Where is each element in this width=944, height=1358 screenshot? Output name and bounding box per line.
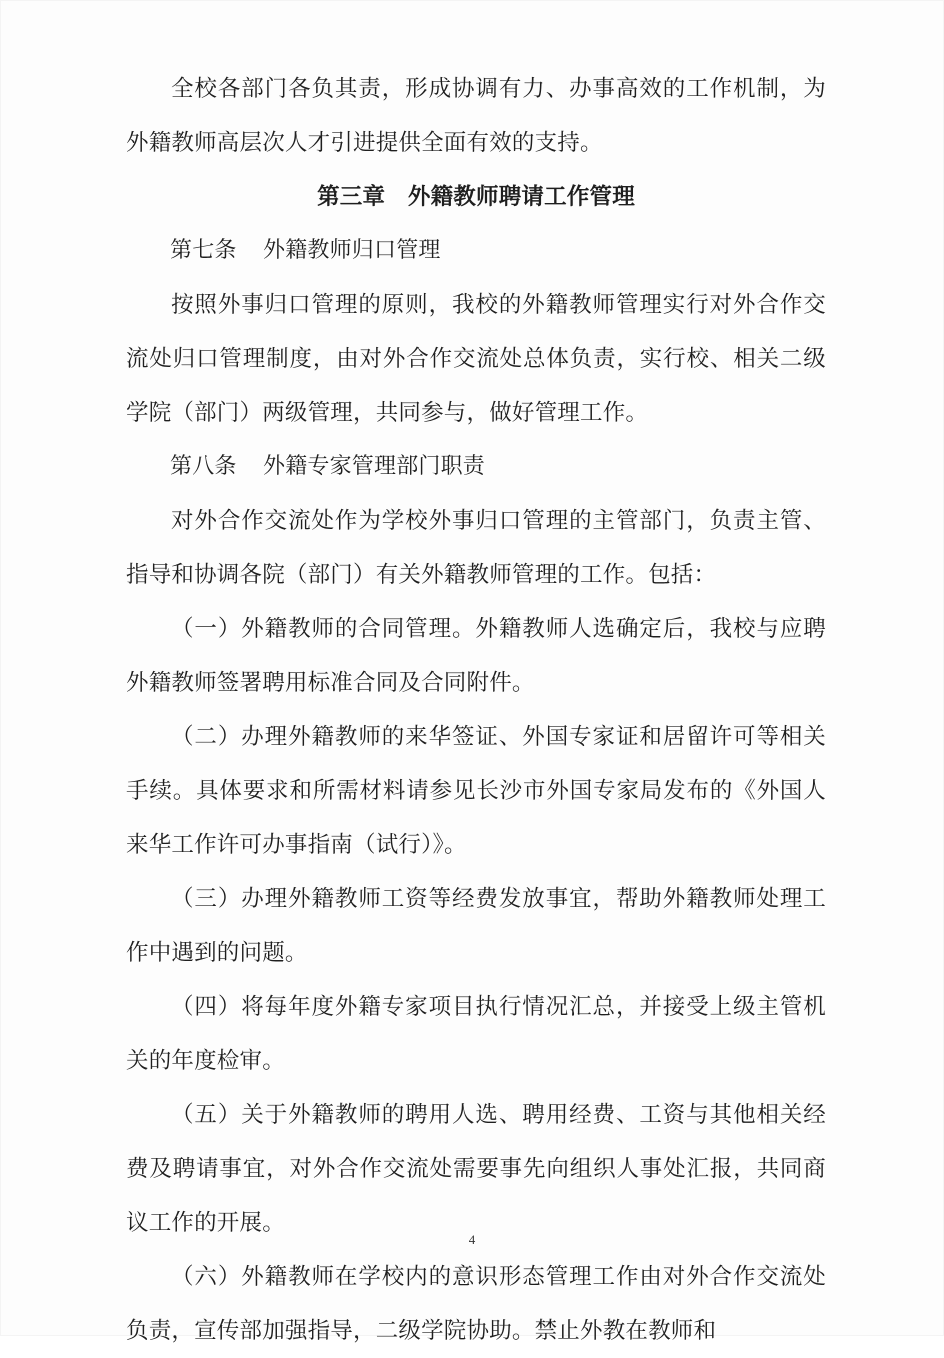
article-8-body: 对外合作交流处作为学校外事归口管理的主管部门，负责主管、指导和协调各院（部门）有关外籍教师管理的工作。包括： — [126, 508, 826, 588]
article-7-heading — [126, 224, 826, 278]
article-8-title: 外籍专家管理部门职责 — [263, 454, 486, 479]
article-8-number: 第八条 — [170, 454, 237, 479]
list-item-4: （四）将每年度外籍专家项目执行情况汇总，并接受上级主管机关的年度检审。 — [126, 994, 826, 1074]
list-item-5: （五）关于外籍教师的聘用人选、聘用经费、工资与其他相关经费及聘请事宜，对外合作交流处需要事先向组织人事处汇报，共同商议工作的开展。 — [126, 1102, 826, 1236]
list-item-3: （三）办理外籍教师工资等经费发放事宜，帮助外籍教师处理工作中遇到的问题。 — [126, 886, 826, 966]
list-item-1: （一）外籍教师的合同管理。外籍教师人选确定后，我校与应聘外籍教师签署聘用标准合同及合同附件。 — [126, 616, 826, 696]
list-item-6: （六）外籍教师在学校内的意识形态管理工作由对外合作交流处负责，宣传部加强指导，二级学院协助。禁止外教在教师和 — [126, 1264, 826, 1344]
paragraph-intro: 全校各部门各负其责，形成协调有力、办事高效的工作机制，为外籍教师高层次人才引进提供全面有效的支持。 — [126, 76, 826, 156]
page-number: 4 — [468, 1232, 476, 1247]
article-7-body: 按照外事归口管理的原则，我校的外籍教师管理实行对外合作交流处归口管理制度，由对外合作交流处总体负责，实行校、相关二级学院（部门）两级管理，共同参与，做好管理工作。 — [126, 292, 826, 426]
list-item-2: （二）办理外籍教师的来华签证、外国专家证和居留许可等相关手续。具体要求和所需材料请参见长沙市外国专家局发布的《外国人来华工作许可办事指南（试行）》。 — [126, 724, 826, 858]
document-body — [126, 62, 826, 1358]
chapter-heading: 第三章 外籍教师聘请工作管理 — [317, 184, 635, 210]
article-8-heading — [126, 440, 826, 494]
article-7-number: 第七条 — [170, 238, 237, 263]
article-7-title: 外籍教师归口管理 — [263, 238, 441, 263]
